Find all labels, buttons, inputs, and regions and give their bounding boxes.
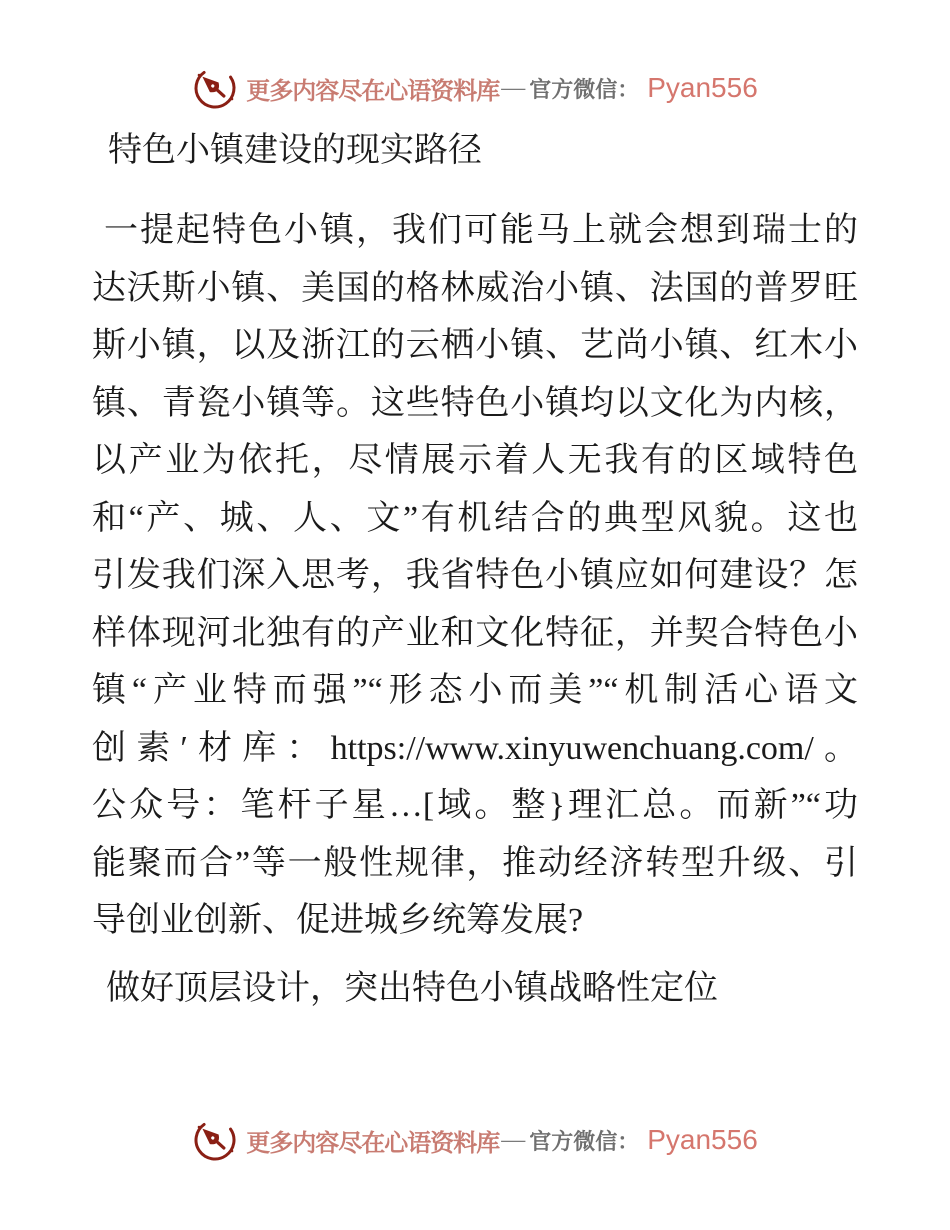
paragraph-line: 镇“产业特而强”“形态小而美”“机制活心语文: [92, 672, 858, 709]
brand-text: 更多内容尽在心语资料库: [246, 1130, 500, 1157]
paragraph-line: 以产业为依托，尽情展示着人无我有的区域特色: [92, 442, 858, 479]
footer-watermark: [0, 1114, 950, 1166]
paragraph-line: 样体现河北独有的产业和文化特征，并契合特色小: [92, 614, 858, 652]
paragraph-line: 达沃斯小镇、美国的格林威治小镇、法国的普罗旺: [92, 269, 858, 307]
paragraph-line: 能聚而合”等一般性规律，推动经济转型升级、引: [92, 844, 858, 882]
body-paragraph: [92, 202, 858, 950]
wechat-label: 官方微信：: [529, 1128, 640, 1154]
document-title: 特色小镇建设的现实路径: [108, 132, 482, 169]
paragraph-line: 公众号：笔杆子星…[域。整}理汇总。而新”“功: [92, 787, 858, 824]
wechat-id: Pyan556: [647, 1124, 758, 1155]
pen-nib-circle-icon: [192, 65, 238, 111]
wechat-id: Pyan556: [647, 72, 758, 103]
pen-nib-circle-icon: [192, 1117, 238, 1163]
paragraph-line: 和“产、城、人、文”有机结合的典型风貌。这也: [92, 499, 858, 537]
paragraph-line: 一提起特色小镇，我们可能马上就会想到瑞士的: [104, 212, 858, 249]
paragraph-line: 引发我们深入思考，我省特色小镇应如何建设？怎: [92, 557, 858, 594]
header-watermark: [0, 62, 950, 114]
paragraph-line: 创素′材库：https://www.xinyuwenchuang.com/。: [92, 729, 858, 767]
paragraph-line: 斯小镇，以及浙江的云栖小镇、艺尚小镇、红木小: [92, 327, 858, 364]
section-subheading: 做好顶层设计，突出特色小镇战略性定位: [106, 970, 718, 1007]
paragraph-line: 镇、青瓷小镇等。这些特色小镇均以文化为内核，: [92, 384, 858, 422]
brand-text: 更多内容尽在心语资料库: [246, 78, 500, 105]
paragraph-line: 导创业创新、促进城乡统筹发展?: [92, 902, 584, 939]
wechat-label: 官方微信：: [529, 76, 640, 102]
separator-dash: —: [501, 74, 526, 101]
separator-dash: —: [501, 1126, 526, 1153]
